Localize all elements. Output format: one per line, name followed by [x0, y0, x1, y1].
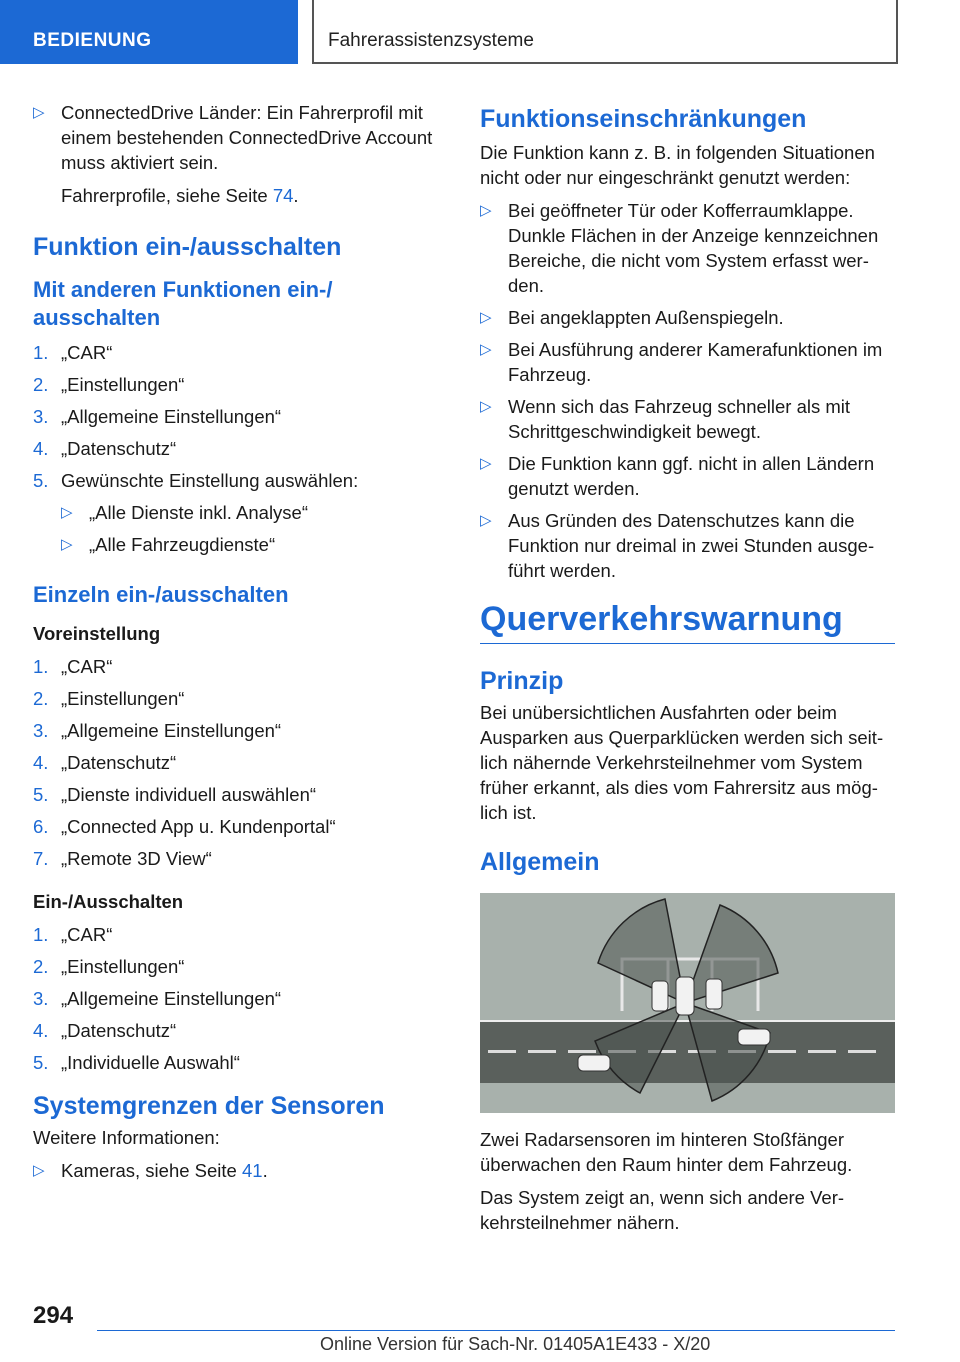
triangle-bullet-icon: ▷ [480, 455, 492, 472]
figure-caption-2: Das System zeigt an, wenn sich andere Verkehrsteilnehmer nähern. [480, 1187, 845, 1233]
bullet-item-text: Bei geöffneter Tür oder Kofferraumklappe. Dunkle Flächen in der Anzeige kennzeichnen Bereiche, die nicht vom System erfasst werden. [508, 200, 879, 296]
list-item-number: 4. [33, 1020, 49, 1041]
triangle-bullet-icon: ▷ [33, 1162, 45, 1179]
right-column [480, 100, 895, 1235]
list-item-number: 2. [33, 374, 49, 395]
list-item-text: „Einstellungen“ [61, 374, 185, 395]
bullet-item-text: Die Funktion kann ggf. nicht in allen Ländern genutzt werden. [508, 453, 875, 499]
list-with-others-sub [33, 500, 438, 557]
list-item-text: „Allgemeine Einstellungen“ [61, 720, 282, 741]
bullet-item-text: Bei Ausführung anderer Kamerafunktionen im Fahrzeug. [508, 339, 883, 385]
list-item-text: „Datenschutz“ [61, 752, 177, 773]
list-item [33, 654, 438, 679]
heading-rule [480, 643, 895, 644]
triangle-bullet-icon: ▷ [480, 341, 492, 358]
list-item-text: „CAR“ [61, 924, 113, 945]
list-item [33, 718, 438, 743]
list-item-number: 5. [33, 784, 49, 805]
cross-traffic-illustration [480, 893, 895, 1113]
bullet-item [480, 198, 895, 298]
triangle-bullet-icon: ▷ [480, 398, 492, 415]
bullet-item-text: Wenn sich das Fahrzeug schneller als mit Schrittgeschwindigkeit bewegt. [508, 396, 851, 442]
list-item-text: „Individuelle Auswahl“ [61, 1052, 240, 1073]
camera-reference: ▷ Kameras, siehe Seite 41. [33, 1160, 268, 1181]
header-section-tab[interactable] [0, 0, 298, 64]
bullet-item [480, 508, 895, 583]
list-item [33, 846, 438, 871]
list-item [33, 782, 438, 807]
page-number: 294 [33, 1302, 74, 1329]
list-item [33, 922, 438, 947]
list-item [33, 1050, 438, 1075]
header-section-label: BEDIENUNG [33, 30, 152, 51]
list-item-text: „Einstellungen“ [61, 688, 185, 709]
list-item [33, 1018, 438, 1043]
list-item [33, 954, 438, 979]
list-onoff [33, 922, 438, 1075]
list-item-text: „CAR“ [61, 342, 113, 363]
bullet-item [480, 394, 895, 444]
bullet-item-text: „Alle Dienste inkl. Analyse“ [89, 502, 309, 523]
heading-with-others: Mit anderen Funktionen ein-/ ausschalten [33, 277, 333, 330]
list-item-number: 4. [33, 752, 49, 773]
heading-toggle: Funktion ein-/ausschalten [33, 233, 342, 261]
list-item-text: „Einstellungen“ [61, 956, 185, 977]
list-item-text: „Dienste individuell auswählen“ [61, 784, 317, 805]
left-column [33, 100, 438, 1183]
footer-version-text: Online Version für Sach-Nr. 01405A1E433 - X/20 [320, 1334, 711, 1354]
list-item [33, 986, 438, 1011]
list-item [33, 686, 438, 711]
list-item-number: 5. [33, 470, 49, 491]
restrictions-intro: Die Funktion kann z. B. in folgenden Situationen nicht oder nur eingeschränkt genutzt werden: [480, 142, 875, 188]
triangle-bullet-icon: ▷ [480, 512, 492, 529]
more-info-text: Weitere Informationen: [33, 1127, 220, 1148]
list-item-number: 1. [33, 656, 49, 677]
bullet-item-text: Bei angeklappten Außenspiegeln. [508, 307, 784, 328]
page-link-74[interactable]: 74 [272, 185, 294, 206]
list-with-others [33, 340, 438, 493]
triangle-bullet-icon: ▷ [33, 104, 45, 121]
restrictions-list [480, 198, 895, 583]
list-item [33, 340, 438, 365]
list-item-text: „Remote 3D View“ [61, 848, 212, 869]
list-item-number: 6. [33, 816, 49, 837]
list-item [33, 750, 438, 775]
heading-general: Allgemein [480, 848, 600, 876]
heading-sensor-limits: Systemgrenzen der Sensoren [33, 1092, 385, 1120]
onoff-label: Ein-/Ausschalten [33, 891, 184, 912]
preset-label: Voreinstellung [33, 623, 161, 644]
bullet-item-text: Aus Gründen des Datenschutzes kann die Funktion nur dreimal in zwei Stunden ausgeführt werden. [508, 510, 875, 581]
list-preset [33, 654, 438, 871]
figure-caption-1: Zwei Radarsensoren im hinteren Stoßfänger überwachen den Raum hinter dem Fahrzeug. [480, 1129, 853, 1175]
heading-restrictions: Funktionseinschränkungen [480, 105, 807, 133]
header-chapter-tab[interactable] [312, 0, 898, 64]
heading-principle: Prinzip [480, 667, 564, 695]
list-item [33, 436, 438, 461]
list-item-number: 3. [33, 406, 49, 427]
list-item-number: 1. [33, 342, 49, 363]
heading-cross-traffic: Querverkehrswarnung [480, 600, 843, 638]
page-link-41[interactable]: 41 [241, 1160, 263, 1181]
bullet-item [33, 532, 438, 557]
intro-bullet: ▷ ConnectedDrive Länder: Ein Fahrerprofil mit einem bestehenden ConnectedDrive Account muss aktiviert sein. [33, 102, 433, 173]
principle-text: Bei unübersichtlichen Ausfahrten oder beim Ausparken aus Querparklücken werden sich seitlich nähernde Verkehrsteilnehmer vom System früher erkannt, als dies vom Fahrersitz aus möglich ist. [480, 702, 884, 823]
header-chapter-label: Fahrerassistenzsysteme [328, 30, 534, 51]
list-item-text: „Allgemeine Einstellungen“ [61, 988, 282, 1009]
bullet-item [480, 337, 895, 387]
list-item [33, 468, 438, 493]
footer-rule [97, 1330, 895, 1331]
triangle-bullet-icon: ▷ [61, 536, 73, 553]
list-item [33, 372, 438, 397]
bullet-item-text: „Alle Fahrzeugdienste“ [89, 534, 276, 555]
list-item-number: 3. [33, 720, 49, 741]
list-item-number: 2. [33, 956, 49, 977]
list-item-text: „Datenschutz“ [61, 438, 177, 459]
list-item-text: „Connected App u. Kundenportal“ [61, 816, 336, 837]
list-item-text: „Allgemeine Einstellungen“ [61, 406, 282, 427]
list-item [33, 404, 438, 429]
list-item-number: 2. [33, 688, 49, 709]
list-item-text: „CAR“ [61, 656, 113, 677]
list-item-number: 5. [33, 1052, 49, 1073]
list-item-number: 3. [33, 988, 49, 1009]
bullet-item [480, 305, 895, 330]
list-item-number: 7. [33, 848, 49, 869]
list-item [33, 814, 438, 839]
list-item-text: „Datenschutz“ [61, 1020, 177, 1041]
list-item-number: 4. [33, 438, 49, 459]
triangle-bullet-icon: ▷ [480, 309, 492, 326]
intro-reference: Fahrerprofile, siehe Seite 74. [61, 185, 299, 206]
heading-single: Einzeln ein-/ausschalten [33, 582, 289, 607]
bullet-item [480, 451, 895, 501]
list-item-text: Gewünschte Einstellung auswählen: [61, 470, 359, 491]
list-item-number: 1. [33, 924, 49, 945]
bullet-item [33, 500, 438, 525]
triangle-bullet-icon: ▷ [61, 504, 73, 521]
triangle-bullet-icon: ▷ [480, 202, 492, 219]
